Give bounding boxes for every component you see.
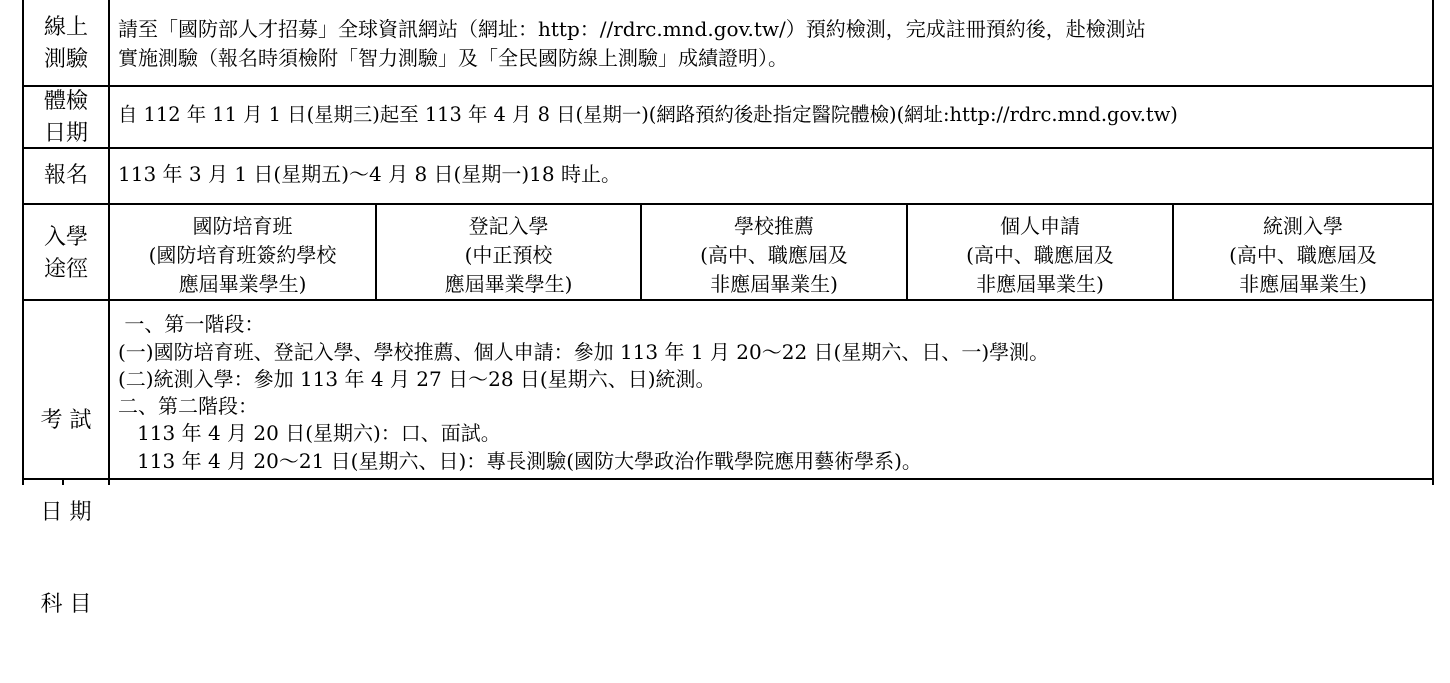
exam-schedule-stage1-item1: (一)國防培育班、登記入學、學校推薦、個人申請：參加 113 年 1 月 20～22 日(星期六、日、一)學測。 xyxy=(118,340,1050,364)
row-divider xyxy=(22,478,1434,480)
route-eligibility: 非應屆畢業生) xyxy=(976,272,1104,296)
route-unified-exam xyxy=(1174,212,1432,299)
exam-schedule-stage2-item1: 113 年 4 月 20 日(星期六)：口、面試。 xyxy=(118,421,501,445)
exam-schedule-label-line2: 日 期 xyxy=(40,499,92,525)
route-national-defense-cultivation xyxy=(110,212,375,299)
exam-schedule-stage1-heading: 一、第一階段： xyxy=(118,312,265,336)
registration-date: 113 年 3 月 1 日(星期五)～4 月 8 日(星期一)18 時止。 xyxy=(118,162,621,186)
route-eligibility: (國防培育班簽約學校 xyxy=(148,243,337,267)
route-school-recommendation xyxy=(642,212,906,299)
registration-label: 報名 xyxy=(43,163,88,188)
physical-exam-label-line2: 日期 xyxy=(43,120,88,146)
online-test-label-line2: 測驗 xyxy=(43,46,88,72)
exam-schedule-stage2-item2: 113 年 4 月 20～21 日(星期六、日)：專長測驗(國防大學政治作戰學院應用藝術學系)。 xyxy=(118,449,922,473)
online-test-line2: 實施測驗（報名時須檢附「智力測驗」及「全民國防線上測驗」成績證明）。 xyxy=(118,46,788,70)
admission-routes-label-line2: 途徑 xyxy=(43,256,88,282)
route-title: 個人申請 xyxy=(1000,214,1080,238)
row-divider xyxy=(22,147,1434,149)
admission-routes-label xyxy=(24,222,108,286)
route-eligibility: 非應屆畢業生) xyxy=(1239,272,1367,296)
route-title: 國防培育班 xyxy=(192,214,293,238)
route-eligibility: 非應屆畢業生) xyxy=(710,272,838,296)
route-individual-application xyxy=(908,212,1172,299)
admission-routes-label-line1: 入學 xyxy=(43,225,88,250)
row-divider xyxy=(22,85,1434,87)
row-divider xyxy=(22,203,1434,205)
route-title: 統測入學 xyxy=(1263,214,1343,238)
exam-schedule-label-line3: 科 目 xyxy=(40,592,92,618)
route-eligibility: 應屆畢業學生) xyxy=(444,272,573,296)
exam-schedule-label xyxy=(24,344,108,683)
online-test-label xyxy=(24,12,108,76)
row-divider xyxy=(22,299,1434,301)
exam-schedule-stage2-heading: 二、第二階段： xyxy=(118,394,258,418)
online-test-line1: 請至「國防部人才招募」全球資訊網站（網址：http：//rdrc.mnd.gov.tw/）預約檢測，完成註冊預約後，赴檢測站 xyxy=(118,17,1146,41)
route-eligibility: (高中、職應屆及 xyxy=(700,243,848,267)
physical-exam-date: 自 112 年 11 月 1 日(星期三)起至 113 年 4 月 8 日(星期一)(網路預約後赴指定醫院體檢)(網址:http://rdrc.mnd.gov.tw) xyxy=(118,103,1178,126)
route-registration-admission xyxy=(377,212,640,299)
route-eligibility: (中正預校 xyxy=(464,243,553,267)
exam-schedule-stage1-item2: (二)統測入學：參加 113 年 4 月 27 日～28 日(星期六、日)統測。 xyxy=(118,367,716,391)
route-title: 登記入學 xyxy=(468,214,549,238)
physical-exam-label xyxy=(24,86,108,150)
physical-exam-label-line1: 體檢 xyxy=(43,89,88,114)
table-right-border xyxy=(1432,0,1434,485)
exam-schedule-label-line1: 考 試 xyxy=(40,407,92,433)
route-eligibility: 應屆畢業學生) xyxy=(178,272,307,296)
route-title: 學校推薦 xyxy=(734,214,814,238)
online-test-label-line1: 線上 xyxy=(43,15,88,40)
route-eligibility: (高中、職應屆及 xyxy=(966,243,1114,267)
route-eligibility: (高中、職應屆及 xyxy=(1229,243,1377,267)
